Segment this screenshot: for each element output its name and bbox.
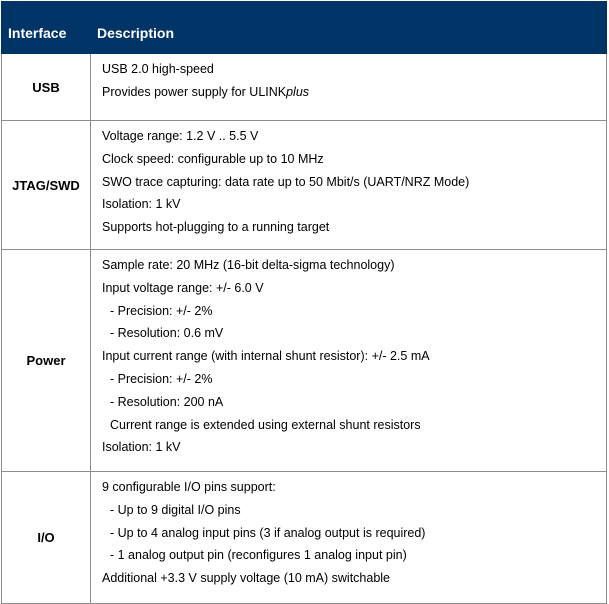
- description-line: [102, 300, 606, 323]
- table-row: [2, 250, 607, 472]
- description-line: [102, 499, 606, 522]
- description-line: [102, 216, 606, 239]
- description-line-text: Isolation: 1 kV: [102, 197, 181, 212]
- description-line-text: - Resolution: 0.6 mV: [110, 326, 224, 341]
- description-line: [102, 171, 606, 194]
- description-line-text: SWO trace capturing: data rate up to 50 Mbit/s (UART/NRZ Mode): [102, 174, 470, 189]
- description-line-text: Input current range (with internal shunt resistor): +/- 2.5 mA: [102, 349, 430, 364]
- description-cell: [91, 121, 607, 250]
- interface-cell: I/O: [2, 472, 91, 604]
- description-line: [102, 81, 606, 104]
- description-line: [102, 254, 606, 277]
- interface-cell: Power: [2, 250, 91, 472]
- description-line: [102, 391, 606, 414]
- description-line: [102, 193, 606, 216]
- description-line-italic: plus: [286, 84, 310, 99]
- description-line-text: USB 2.0 high-speed: [102, 62, 214, 76]
- description-line-text: Current range is extended using external shunt resistors: [110, 417, 421, 432]
- description-line-text: Supports hot-plugging to a running target: [102, 220, 330, 235]
- description-line: [102, 368, 606, 391]
- description-line-text: - Up to 9 digital I/O pins: [110, 502, 241, 517]
- description-line: [102, 436, 606, 459]
- description-line: [102, 544, 606, 567]
- description-line-text: 9 configurable I/O pins support:: [102, 480, 276, 494]
- table-body: [2, 54, 607, 604]
- description-line-text: - 1 analog output pin (reconfigures 1 analog input pin): [110, 548, 407, 563]
- description-line-text: Isolation: 1 kV: [102, 440, 181, 455]
- description-line-text: Additional +3.3 V supply voltage (10 mA) switchable: [102, 571, 391, 586]
- description-cell: [91, 250, 607, 472]
- description-line-text: - Precision: +/- 2%: [110, 371, 213, 386]
- description-line: [102, 522, 606, 545]
- description-cell: [91, 54, 607, 121]
- description-line: [102, 476, 606, 499]
- description-line-text: Provides power supply for ULINK: [102, 84, 287, 99]
- description-line: [102, 125, 606, 148]
- description-line: [102, 148, 606, 171]
- header-interface: Interface: [2, 2, 91, 54]
- description-line: [102, 414, 606, 437]
- description-line-text: - Resolution: 200 nA: [110, 394, 224, 409]
- description-line-text: Sample rate: 20 MHz (16-bit delta-sigma technology): [102, 258, 395, 272]
- description-line: [102, 567, 606, 590]
- description-line-text: - Up to 4 analog input pins (3 if analog output is required): [110, 525, 426, 540]
- description-cell: [91, 472, 607, 604]
- description-line-text: Clock speed: configurable up to 10 MHz: [102, 151, 324, 166]
- description-line: [102, 277, 606, 300]
- interface-spec-table: [1, 1, 607, 604]
- description-line-text: Input voltage range: +/- 6.0 V: [102, 280, 264, 295]
- interface-cell: JTAG/SWD: [2, 121, 91, 250]
- header-description: Description: [91, 2, 607, 54]
- description-line-text: Voltage range: 1.2 V .. 5.5 V: [102, 129, 259, 143]
- description-line: [102, 58, 606, 81]
- table-row: [2, 472, 607, 604]
- description-line-text: - Precision: +/- 2%: [110, 303, 213, 318]
- table-header: [2, 2, 607, 54]
- table-row: [2, 54, 607, 121]
- interface-cell: USB: [2, 54, 91, 121]
- header-row: [2, 2, 607, 54]
- table-row: [2, 121, 607, 250]
- description-line: [102, 345, 606, 368]
- description-line: [102, 322, 606, 345]
